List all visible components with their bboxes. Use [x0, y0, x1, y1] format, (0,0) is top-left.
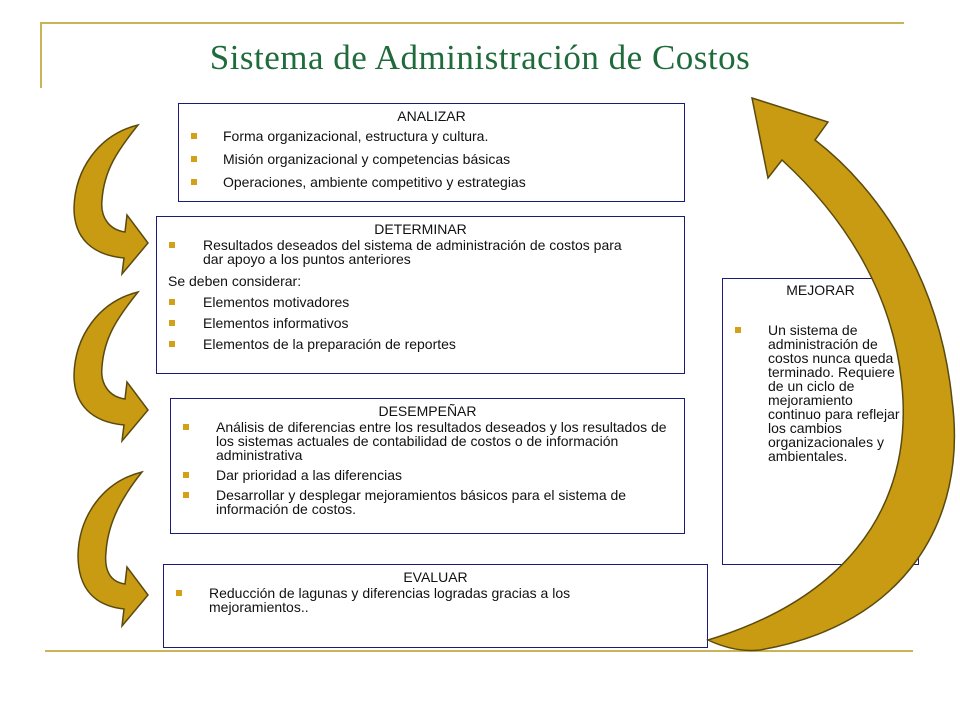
list-item: Dar prioridad a las diferencias	[171, 468, 684, 482]
list-item: Resultados deseados del sistema de administración de costos para dar apoyo a los puntos anteriores	[157, 238, 684, 266]
list-item: Desarrollar y desplegar mejoramientos básicos para el sistema de información de costos.	[171, 488, 684, 516]
desempenar-heading: DESEMPEÑAR	[378, 403, 477, 419]
mejorar-heading: MEJORAR	[786, 282, 855, 298]
list-item: Elementos motivadores	[157, 295, 684, 309]
list-item: Misión organizacional y competencias básicas	[179, 152, 684, 166]
analizar-heading: ANALIZAR	[397, 108, 466, 124]
list-item: Operaciones, ambiente competitivo y estrategias	[179, 175, 684, 189]
determinar-heading: DETERMINAR	[374, 221, 467, 237]
determinar-note: Se deben considerar:	[168, 273, 302, 289]
list-item: Análisis de diferencias entre los resultados deseados y los resultados de los sistemas actuales de contabilidad de costos o de información administrativa	[171, 420, 684, 462]
list-item: Elementos informativos	[157, 316, 684, 330]
evaluar-heading: EVALUAR	[403, 569, 468, 585]
list-item: Un sistema de administración de costos nunca queda terminado. Requiere de un ciclo de mejoramiento continuo para reflejar los cambios organizacionales y ambientales.	[723, 323, 918, 463]
list-item: Forma organizacional, estructura y cultura.	[179, 129, 684, 143]
page-title: Sistema de Administración de Costos	[209, 38, 751, 77]
list-item: Reducción de lagunas y diferencias logradas gracias a los mejoramientos..	[164, 586, 707, 614]
list-item: Elementos de la preparación de reportes	[157, 337, 684, 351]
